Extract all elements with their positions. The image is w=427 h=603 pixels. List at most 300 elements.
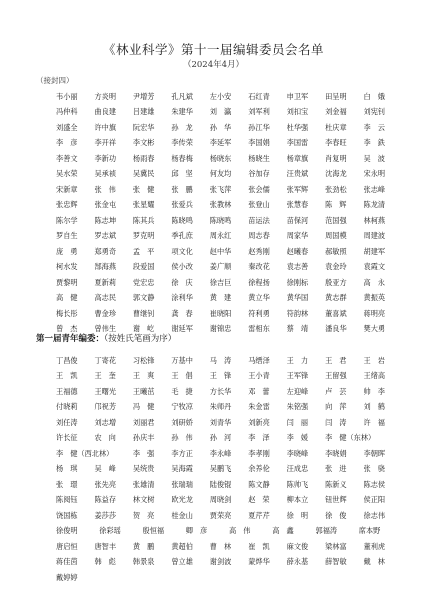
member-name-part: 高 [272,526,280,536]
member-name [364,200,402,210]
members-row [56,89,402,105]
member-name [133,511,171,521]
member-name-part: 波 [377,153,385,163]
member-name [287,542,325,552]
member-name-part: 苗保河 [286,215,309,225]
member-name [364,387,402,397]
member-name [171,154,209,164]
member-name [325,92,363,102]
member-name-part: 高 [229,526,237,536]
member-name-part: 罗自生 [56,231,78,241]
member-name [248,557,286,567]
member-name-part: 邓 [248,386,256,396]
member-name-part: 肖复明 [325,153,347,163]
member-name-part: 李国雷 [286,138,309,148]
member-name-part: 许长征 [56,433,78,443]
member-name [133,480,171,490]
member-name-part: 徐 [171,277,179,287]
member-name [171,293,209,303]
member-name-part: 孔凡斌 [171,91,193,101]
member-name [56,511,94,521]
member-name-part: 彪 [108,557,116,567]
member-name [133,449,171,459]
member-name-part: 陈晓鸣 [171,215,193,225]
member-name-part: 徐志伟 [363,510,386,520]
member-name [171,107,209,117]
member-name [248,418,286,428]
member-name-part: 汪成忠 [286,464,309,474]
member-name [210,387,248,397]
member-name [171,542,209,552]
member-name-part: 习松锋 [132,355,155,365]
member-name-part: 冯仲科 [56,107,78,117]
member-name-part: 王 [209,371,217,381]
member-name-part: 苗运法 [248,215,270,225]
member-name-part: 符韵林 [286,308,309,318]
member-name [133,495,171,505]
member-name [94,402,132,412]
member-name-part: 毛 [171,386,179,396]
member-name-part: 鉄 [377,138,385,148]
member-name [56,138,94,148]
member-name-part: 何友均 [209,169,232,179]
member-name [56,293,94,303]
member-name [287,169,325,179]
member-name-part: 王 [286,355,294,365]
member-name-part: 张金屯 [94,200,117,210]
member-name [364,169,402,179]
member-name [364,371,402,381]
member-name-part: 刘丽君 [132,417,155,427]
member-name [171,185,209,195]
member-name [248,449,286,459]
member-name-part: 彦 [70,138,78,148]
member-name [248,154,286,164]
member-name [94,92,132,102]
member-name [171,169,209,179]
member-name [56,480,94,490]
member-name [287,402,325,412]
member-name [287,216,325,226]
member-name-part: 吴统贵 [132,464,155,474]
member-name-part: 尹增芳 [132,91,155,101]
member-name [210,480,248,490]
member-name-part: 薛永基 [286,557,309,567]
member-name [210,247,248,257]
member-name [325,262,363,272]
member-name [210,356,248,366]
member-name [210,309,248,319]
member-name [94,464,132,474]
member-name-part: 范国强 [325,215,347,225]
member-name [248,371,286,381]
member-name [359,526,402,536]
member-name [56,200,94,210]
member-name-part: 陈新义 [325,479,347,489]
member-name-part: 李晓娟 [325,448,347,458]
member-name [248,356,286,366]
member-name-part: 马 [209,355,217,365]
member-name-part: 方长华 [209,386,232,396]
member-name-part: 党宏忠 [132,277,155,287]
member-name-part: 刘盛全 [56,122,78,132]
member-name [248,200,286,210]
member-name-part: 亮 [147,510,155,520]
member-name [248,278,286,288]
member-name [133,309,171,319]
member-name-part: 鑫 [286,526,294,536]
member-name-part: 峰 [108,464,116,474]
member-name [133,123,171,133]
member-name-part: 董喜斌 [325,308,347,318]
member-name [287,418,325,428]
member-name-part: 吴 [363,153,371,163]
youth-row [56,415,402,431]
youth-row [56,431,402,447]
member-name-part: 健（西北林） [70,448,114,458]
member-name [364,402,402,412]
member-name-part: 左迎峰 [286,386,309,396]
member-name [133,92,171,102]
member-name-part: 杨春梅 [171,153,193,163]
member-name [56,418,94,428]
member-name-part: 屹 [147,324,155,334]
member-name-part: 戴婷婷 [56,572,78,582]
member-name [171,123,209,133]
member-name-part: 徐 [325,510,333,520]
member-name [56,247,94,257]
member-name-part: 王 [171,371,179,381]
member-name [364,418,402,428]
member-name [364,480,402,490]
member-name-part: 万基中 [171,355,193,365]
member-name [171,387,209,397]
youth-row [56,446,402,462]
member-name-part: 郭文静 [132,293,155,303]
member-name [248,169,286,179]
member-name-part: 樊大勇 [363,324,386,334]
member-name-part: 夏新莉 [94,277,117,287]
member-name-part: 张志峰 [363,184,386,194]
youth-section-note: （按姓氏笔画为序） [104,334,177,344]
member-name [248,480,286,490]
member-name [325,200,363,210]
member-name-part: 韩景泉 [132,557,155,567]
member-name [210,92,248,102]
members-row [56,136,402,152]
member-name [210,433,248,443]
member-name [325,154,363,164]
member-name [248,495,286,505]
member-name [287,449,325,459]
member-name [94,123,132,133]
member-name [133,107,171,117]
member-name [210,138,248,148]
member-name [133,356,171,366]
member-name-part: 吴 [94,464,102,474]
member-name [210,324,248,334]
member-name [364,495,402,505]
member-name-part: 申卫军 [286,91,309,101]
member-name-part: 季孔庶 [171,231,193,241]
member-name-part: 侯正阳 [363,495,386,505]
member-name-part: 王 [325,355,333,365]
member-name [248,464,286,474]
youth-row [56,400,402,416]
member-name [210,262,248,272]
member-name [287,324,325,334]
member-name [287,92,325,102]
member-name [94,387,132,397]
member-name-part: 徐吉巨 [209,277,232,287]
member-name [56,464,94,474]
member-name-part: 赵曦春 [286,246,309,256]
member-name [287,293,325,303]
member-name-part: 荣 [262,495,270,505]
member-name-part: 庞 [56,246,64,256]
member-name [171,371,209,381]
member-name-part: 李 [377,386,385,396]
member-name-part: 李 [56,138,64,148]
member-name-part: 王曙光 [94,386,117,396]
member-name [364,138,402,148]
member-name [94,418,132,428]
member-name [171,464,209,474]
member-name [94,169,132,179]
member-name-part: 刘新亮 [248,417,270,427]
youth-row [56,462,402,478]
member-name-part: 麻文俊 [286,541,309,551]
member-name-part: 靖 [300,324,309,334]
member-name [287,107,325,117]
member-name [210,169,248,179]
member-name-part: 柯水发 [56,262,78,272]
member-name-part: 福 [377,417,385,427]
member-name [287,200,325,210]
member-name-part: 陈其兵 [132,215,155,225]
member-name [56,107,94,117]
member-name-part: 勇 [70,246,78,256]
member-name [364,324,402,334]
members-row [56,151,402,167]
member-name-part: 陈益存 [94,495,117,505]
member-name [248,511,286,521]
member-name-part: 闫 [286,417,294,427]
member-name-part: 贾荣亮 [209,510,232,520]
member-name [133,200,171,210]
member-name-part: 向 [325,402,333,412]
youth-row [56,555,402,571]
youth-row [56,524,402,540]
member-name-part: 吴冀民 [132,169,155,179]
member-name [94,185,132,195]
member-name-part: 吴承祯 [94,169,117,179]
member-name [56,449,133,459]
member-name [248,107,286,117]
member-name [99,526,142,536]
member-name-part: 沈海龙 [325,169,347,179]
member-name-part: 赵 [248,495,256,505]
member-name [94,154,132,164]
member-name-part: 李 [363,122,371,132]
member-name [133,262,171,272]
member-name [210,293,248,303]
member-name-part: 侯小改 [171,262,193,272]
member-name [94,309,132,319]
member-name-part: 白 [363,91,371,101]
member-name-part: 丁昌俊 [56,355,78,365]
member-name-part: 鹏 [185,184,193,194]
member-name-part: 娥 [377,91,385,101]
member-name-part: 平 [147,246,155,256]
member-name-part: 李开祥 [94,138,117,148]
member-name-part: 奎 [108,371,116,381]
member-name [325,324,363,334]
member-name-part: 李 [132,448,141,458]
member-name-part: 唐智丰 [94,541,117,551]
member-name-part: 张先亮 [94,479,117,489]
member-name [325,433,402,443]
member-name-part: 段爱国 [132,262,155,272]
member-name-part: 张劲松 [325,184,347,194]
member-name-part: 张慧春 [286,200,309,210]
member-name [325,107,363,117]
member-name [133,557,171,567]
member-name [325,542,363,552]
member-name [287,371,325,381]
member-name-part: 锋 [223,371,232,381]
member-name-part: 孙 [171,122,179,132]
member-name-part: 张 [56,479,64,489]
member-name [56,262,94,272]
member-name-part: 陈尔学 [56,215,78,225]
member-name-part: 张 [325,464,333,474]
member-name-part: 谢锦忠 [209,324,232,334]
member-name [364,92,402,102]
members-row [56,105,402,121]
member-name-part: 张教林 [209,200,232,210]
member-name [94,557,132,567]
member-name [94,262,132,272]
member-name-part: 朱师丹 [209,402,232,412]
member-name [325,449,363,459]
continued-note: （接封四） [36,76,74,85]
member-name [133,231,171,241]
member-name [171,495,209,505]
member-name [171,231,209,241]
member-name [56,542,94,552]
member-name-part: 马缙泽 [248,355,270,365]
member-name [133,278,171,288]
member-name [210,449,248,459]
member-name-part: 春 [185,308,193,318]
member-name [364,107,402,117]
member-name-part: 鹤 [377,402,385,412]
member-name [287,495,325,505]
member-name [133,293,171,303]
member-name [364,278,402,288]
member-name [171,449,209,459]
member-name-part: 汪贵斌 [286,169,309,179]
member-name-part: 罗志斌 [94,231,117,241]
member-name [171,433,209,443]
member-name-part: 崔晓阳 [209,308,232,318]
member-name-part: 秦改花 [248,262,270,272]
member-name-part: 龙 [185,122,193,132]
member-name-part: 孟 [132,246,141,256]
member-name [287,557,325,567]
member-name-part: 媛 [300,433,309,443]
member-name-part: 罗克明 [132,231,155,241]
member-name-part: 坚 [185,169,193,179]
member-name-part: 袁金玲 [325,262,347,272]
member-name [210,464,248,474]
member-name-part: 赵秀刚 [248,246,270,256]
member-name-part: 杨晓东 [209,153,232,163]
member-name-part: 进 [339,464,347,474]
member-name [133,185,171,195]
member-name-part: 曲良建 [94,107,117,117]
member-name-part: 付晓莉 [56,402,78,412]
youth-row [56,539,402,555]
member-name-part: 吕建雄 [132,107,155,117]
member-name-part: 涛 [223,355,232,365]
member-name-part: 琪 [70,464,78,474]
member-name-part: 张 [132,184,141,194]
member-name-part: 张 [94,184,102,194]
member-name-part: 蒋明亮 [363,308,386,318]
member-name-part: 蔡 [286,324,294,334]
member-name-part: 朱金雷 [248,402,270,412]
member-name-part: 云 [377,122,385,132]
member-name-part: 王曦茁 [132,386,155,396]
member-name-part: 蒋佳茵 [56,557,78,567]
member-name [133,247,171,257]
youth-row [56,570,402,586]
member-name-part: 董利虎 [363,541,386,551]
member-name-part: 谢 [132,324,141,334]
member-name [325,464,363,474]
member-name [133,464,171,474]
member-name [325,185,363,195]
member-name-part: 郜海燕 [94,262,117,272]
member-name-part: 韦小丽 [56,91,78,101]
member-name-part: 许 [363,417,371,427]
member-name-part: 凯 [262,541,270,551]
member-name [210,185,248,195]
members-row [56,120,402,136]
member-name-part: 殷亚方 [325,277,347,287]
member-name [133,542,171,552]
member-name [248,216,286,226]
member-name-part: 朱建华 [171,107,193,117]
member-name-part: 蕾 [262,386,270,396]
members-row [56,291,402,307]
member-name [56,231,94,241]
members-row [56,167,402,183]
member-name [325,495,363,505]
member-name [287,231,325,241]
member-name [94,200,132,210]
member-name-part: 李 [363,138,371,148]
member-name [171,511,209,521]
member-name [94,138,132,148]
member-name [56,573,99,583]
page-date: （2024年4月） [182,60,245,70]
member-name-part: 孙 [171,433,179,443]
member-name-part: 孙庆丰 [132,433,155,443]
member-name [56,356,94,366]
